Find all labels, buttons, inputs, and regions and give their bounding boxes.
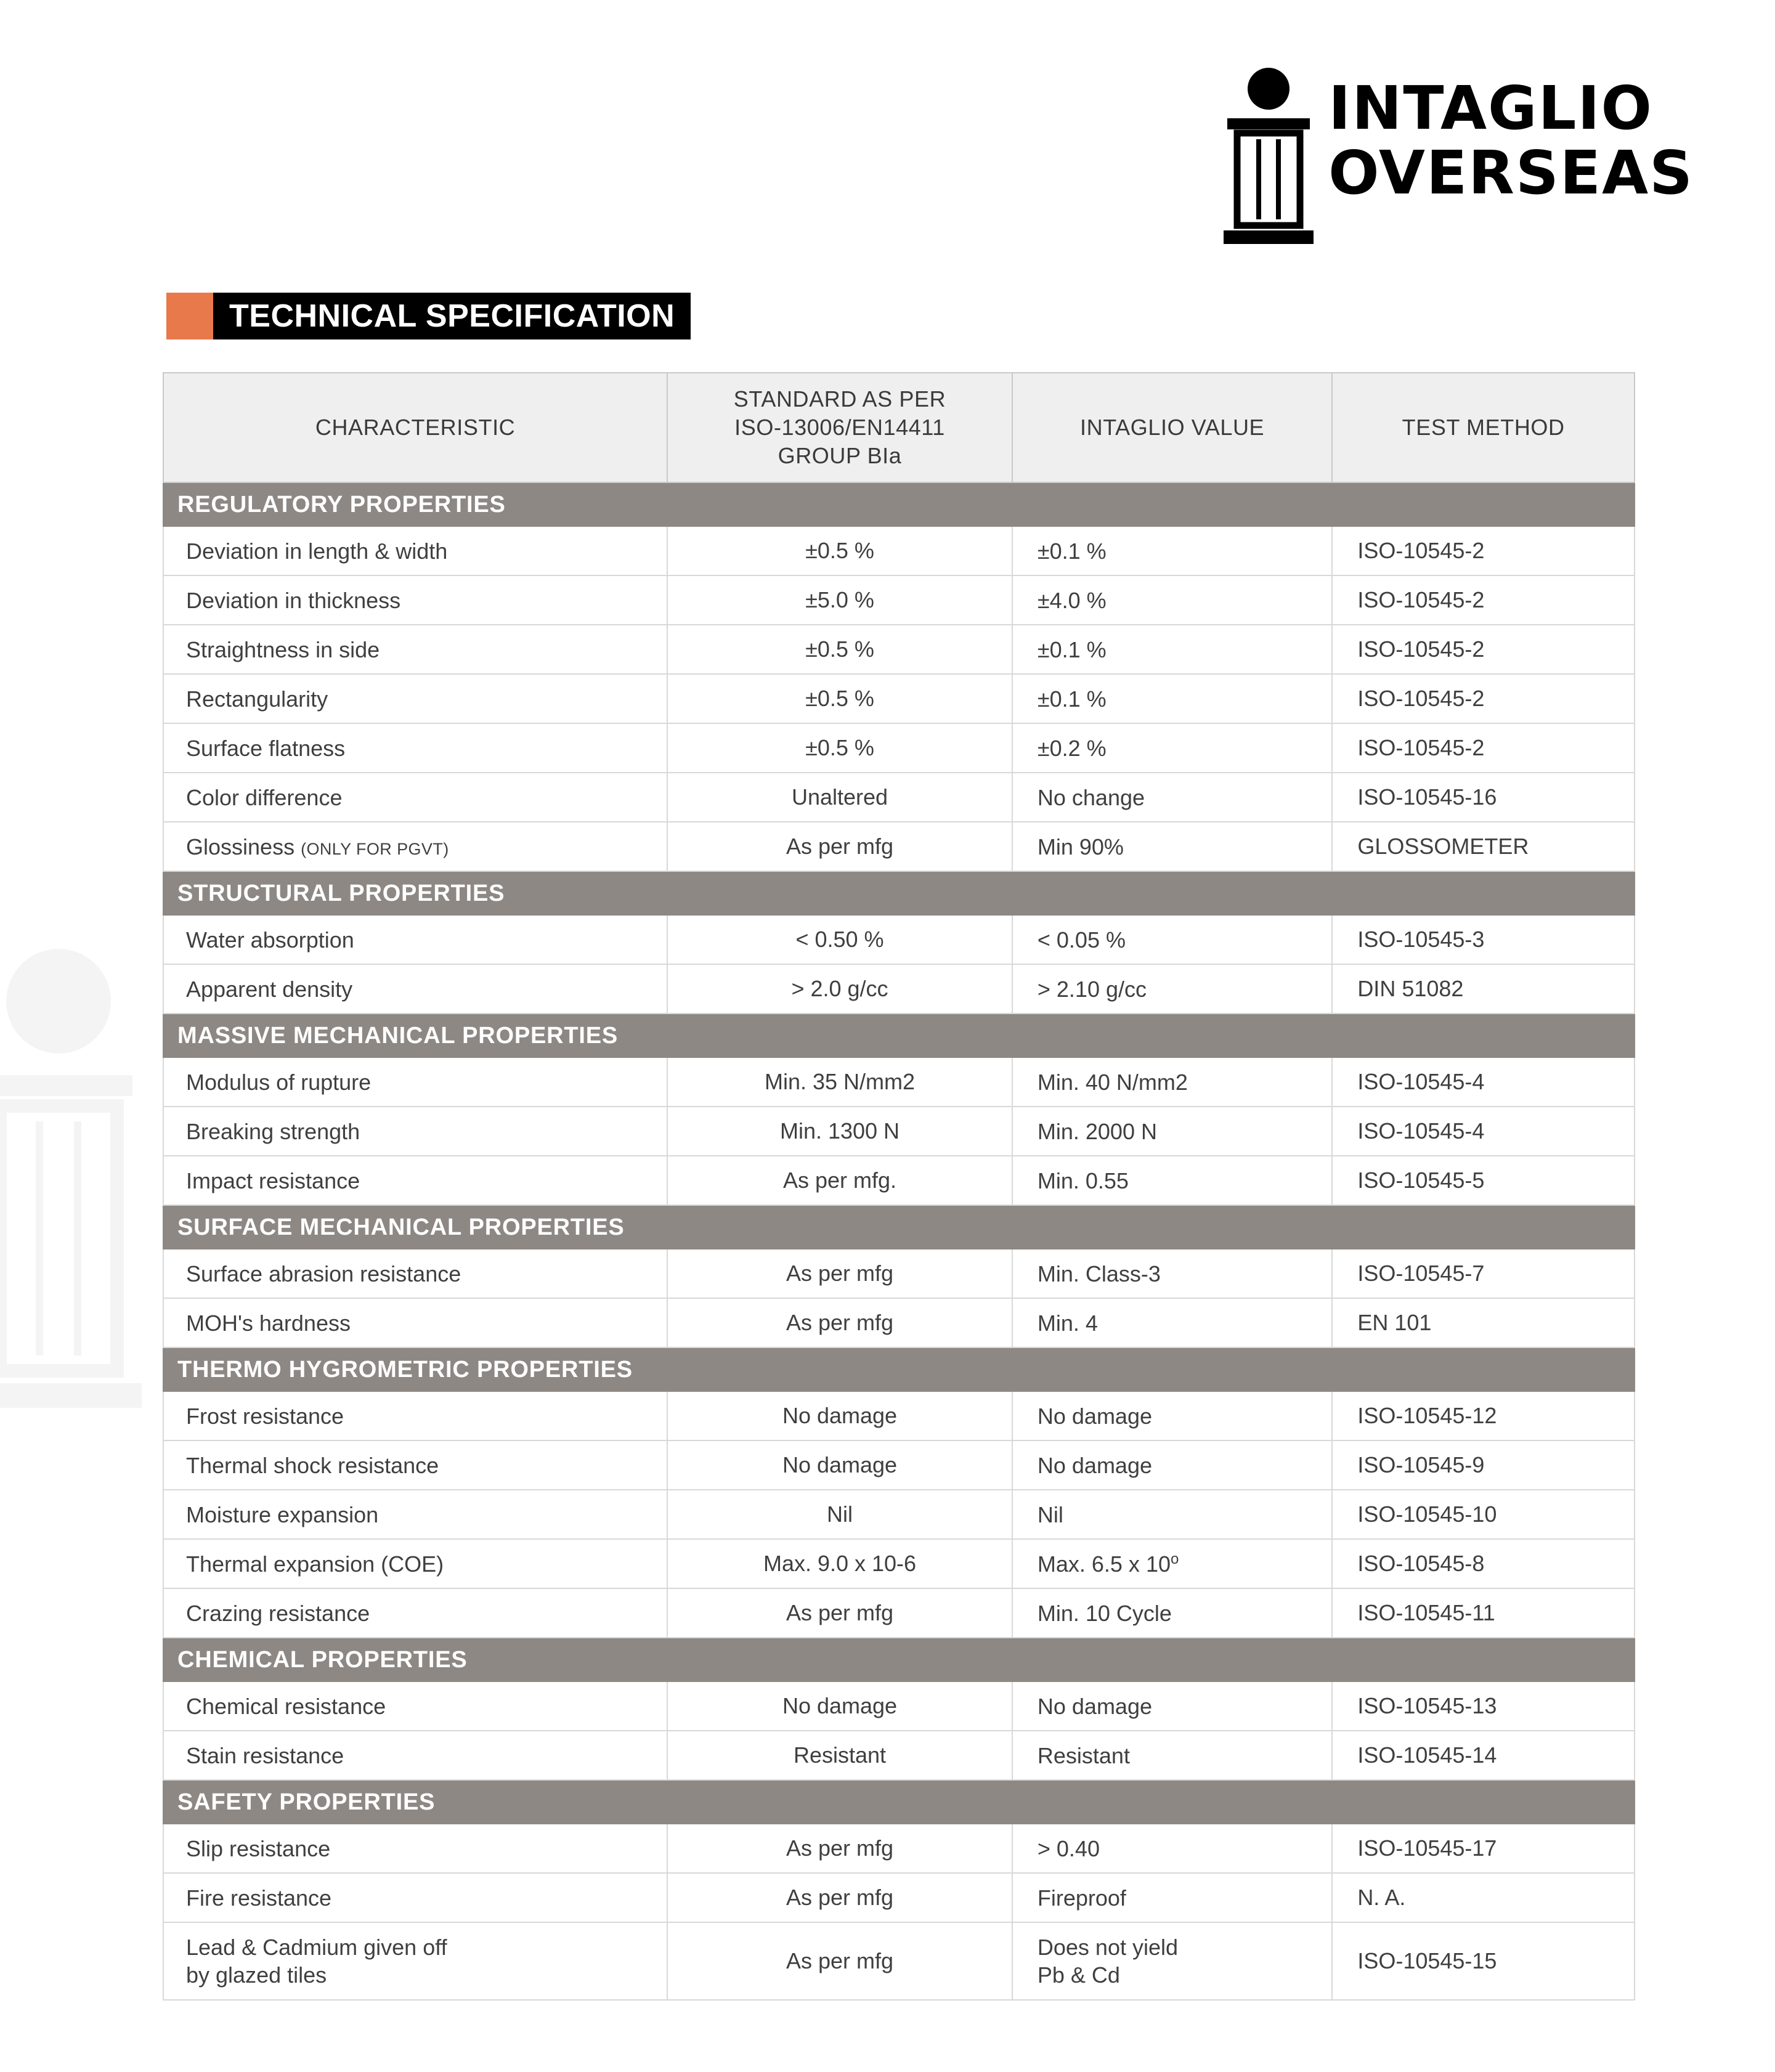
- cell-standard: As per mfg: [667, 1298, 1012, 1347]
- table-row: [163, 1298, 1635, 1347]
- cell-test-method: ISO-10545-4: [1332, 1058, 1635, 1107]
- cell-test-method: ISO-10545-14: [1332, 1731, 1635, 1780]
- cell-standard: No damage: [667, 1440, 1012, 1490]
- column-header-characteristic: CHARACTERISTIC: [163, 373, 667, 482]
- cell-test-method: GLOSSOMETER: [1332, 822, 1635, 871]
- cell-standard: Min. 1300 N: [667, 1107, 1012, 1156]
- table-row: [163, 1392, 1635, 1440]
- cell-characteristic: Deviation in thickness: [163, 575, 667, 625]
- cell-value: ±0.1 %: [1012, 674, 1332, 723]
- table-row: [163, 1682, 1635, 1731]
- cell-standard: ±0.5 %: [667, 674, 1012, 723]
- section-header-row: [163, 1205, 1635, 1249]
- cell-value: Min. 4: [1012, 1298, 1332, 1347]
- cell-characteristic: Rectangularity: [163, 674, 667, 723]
- section-title: MASSIVE MECHANICAL PROPERTIES: [163, 1014, 1635, 1058]
- cell-standard: As per mfg.: [667, 1156, 1012, 1205]
- cell-value: Resistant: [1012, 1731, 1332, 1780]
- cell-characteristic: Moisture expansion: [163, 1490, 667, 1539]
- section-title: CHEMICAL PROPERTIES: [163, 1638, 1635, 1682]
- cell-test-method: DIN 51082: [1332, 964, 1635, 1014]
- page-title-row: [166, 293, 691, 339]
- cell-value: Min 90%: [1012, 822, 1332, 871]
- cell-characteristic: Crazing resistance: [163, 1588, 667, 1638]
- cell-standard: As per mfg: [667, 1824, 1012, 1873]
- cell-standard: Unaltered: [667, 773, 1012, 822]
- cell-test-method: ISO-10545-15: [1332, 1922, 1635, 2000]
- cell-value: Min. 40 N/mm2: [1012, 1058, 1332, 1107]
- cell-standard: As per mfg: [667, 822, 1012, 871]
- table-row: [163, 1440, 1635, 1490]
- table-row: [163, 1731, 1635, 1780]
- cell-test-method: ISO-10545-2: [1332, 527, 1635, 575]
- table-body: [163, 482, 1635, 2000]
- cell-standard: ±0.5 %: [667, 723, 1012, 773]
- table-row: [163, 1539, 1635, 1588]
- cell-test-method: ISO-10545-8: [1332, 1539, 1635, 1588]
- cell-value: No damage: [1012, 1682, 1332, 1731]
- brand-logo: [1222, 67, 1694, 251]
- table-row: [163, 674, 1635, 723]
- column-header-standard: [667, 373, 1012, 482]
- section-title: REGULATORY PROPERTIES: [163, 482, 1635, 527]
- cell-value: [1012, 1539, 1332, 1588]
- cell-value: ±0.2 %: [1012, 723, 1332, 773]
- table-row: [163, 1490, 1635, 1539]
- title-accent-swatch: [166, 293, 213, 339]
- cell-value: No damage: [1012, 1440, 1332, 1490]
- cell-value: ±4.0 %: [1012, 575, 1332, 625]
- cell-value: No damage: [1012, 1392, 1332, 1440]
- cell-characteristic: Deviation in length & width: [163, 527, 667, 575]
- table-header-row: [163, 373, 1635, 482]
- cell-standard: ±0.5 %: [667, 625, 1012, 674]
- cell-characteristic: Lead & Cadmium given off by glazed tiles: [163, 1922, 667, 2000]
- section-header-row: [163, 1780, 1635, 1824]
- table-row: [163, 575, 1635, 625]
- table-row: [163, 916, 1635, 964]
- cell-standard: No damage: [667, 1682, 1012, 1731]
- cell-characteristic: Impact resistance: [163, 1156, 667, 1205]
- cell-test-method: ISO-10545-2: [1332, 674, 1635, 723]
- cell-standard: As per mfg: [667, 1249, 1012, 1298]
- cell-standard: As per mfg: [667, 1588, 1012, 1638]
- cell-characteristic: Surface abrasion resistance: [163, 1249, 667, 1298]
- table-row: [163, 1588, 1635, 1638]
- cell-characteristic: Fire resistance: [163, 1873, 667, 1922]
- cell-characteristic: Straightness in side: [163, 625, 667, 674]
- section-title: SURFACE MECHANICAL PROPERTIES: [163, 1205, 1635, 1249]
- cell-standard: Max. 9.0 x 10-6: [667, 1539, 1012, 1588]
- cell-characteristic: Color difference: [163, 773, 667, 822]
- cell-test-method: ISO-10545-11: [1332, 1588, 1635, 1638]
- cell-characteristic: MOH's hardness: [163, 1298, 667, 1347]
- table-row: [163, 964, 1635, 1014]
- cell-test-method: ISO-10545-2: [1332, 625, 1635, 674]
- cell-characteristic: Thermal shock resistance: [163, 1440, 667, 1490]
- cell-characteristic: Frost resistance: [163, 1392, 667, 1440]
- cell-value: No change: [1012, 773, 1332, 822]
- cell-characteristic: [163, 822, 667, 871]
- section-header-row: [163, 871, 1635, 916]
- cell-test-method: ISO-10545-12: [1332, 1392, 1635, 1440]
- cell-standard: As per mfg: [667, 1922, 1012, 2000]
- column-header-test-method: TEST METHOD: [1332, 373, 1635, 482]
- cell-value: Min. 2000 N: [1012, 1107, 1332, 1156]
- table-row: [163, 1058, 1635, 1107]
- column-header-standard-line2: ISO-13006/EN14411: [734, 414, 945, 440]
- cell-test-method: N. A.: [1332, 1873, 1635, 1922]
- section-header-row: [163, 1014, 1635, 1058]
- cell-test-method: ISO-10545-5: [1332, 1156, 1635, 1205]
- technical-specification-table: [163, 372, 1635, 2001]
- cell-standard: ±5.0 %: [667, 575, 1012, 625]
- watermark-pillar-icon: [0, 943, 160, 1436]
- section-title: SAFETY PROPERTIES: [163, 1780, 1635, 1824]
- logo-line-1: INTAGLIO: [1328, 73, 1654, 143]
- cell-value-superscript: o: [1170, 1550, 1179, 1567]
- cell-characteristic: Chemical resistance: [163, 1682, 667, 1731]
- cell-test-method: ISO-10545-2: [1332, 723, 1635, 773]
- cell-characteristic: Slip resistance: [163, 1824, 667, 1873]
- cell-test-method: ISO-10545-10: [1332, 1490, 1635, 1539]
- cell-test-method: EN 101: [1332, 1298, 1635, 1347]
- cell-characteristic: Modulus of rupture: [163, 1058, 667, 1107]
- cell-value-text: Max. 6.5 x 10: [1037, 1551, 1171, 1577]
- cell-characteristic: Stain resistance: [163, 1731, 667, 1780]
- cell-test-method: ISO-10545-7: [1332, 1249, 1635, 1298]
- cell-characteristic-note: (ONLY FOR PGVT): [301, 839, 449, 858]
- cell-standard: No damage: [667, 1392, 1012, 1440]
- pillar-icon: [1222, 67, 1315, 251]
- cell-characteristic: Surface flatness: [163, 723, 667, 773]
- cell-value: > 0.40: [1012, 1824, 1332, 1873]
- cell-test-method: ISO-10545-3: [1332, 916, 1635, 964]
- table-row: [163, 822, 1635, 871]
- cell-value: Min. Class-3: [1012, 1249, 1332, 1298]
- cell-standard: Resistant: [667, 1731, 1012, 1780]
- cell-test-method: ISO-10545-4: [1332, 1107, 1635, 1156]
- cell-characteristic: Breaking strength: [163, 1107, 667, 1156]
- table-row: [163, 1873, 1635, 1922]
- table-row: [163, 1156, 1635, 1205]
- cell-value: < 0.05 %: [1012, 916, 1332, 964]
- cell-test-method: ISO-10545-17: [1332, 1824, 1635, 1873]
- cell-value: ±0.1 %: [1012, 527, 1332, 575]
- section-header-row: [163, 1638, 1635, 1682]
- table-row: [163, 1107, 1635, 1156]
- cell-test-method: ISO-10545-13: [1332, 1682, 1635, 1731]
- table-row: [163, 527, 1635, 575]
- cell-test-method: ISO-10545-2: [1332, 575, 1635, 625]
- section-title: THERMO HYGROMETRIC PROPERTIES: [163, 1347, 1635, 1392]
- section-header-row: [163, 482, 1635, 527]
- cell-characteristic-text: Glossiness: [186, 834, 295, 859]
- column-header-standard-line1: STANDARD AS PER: [733, 386, 946, 412]
- table-row: [163, 773, 1635, 822]
- table-row: [163, 625, 1635, 674]
- table-head: [163, 373, 1635, 482]
- table-row: [163, 1249, 1635, 1298]
- cell-value: Min. 0.55: [1012, 1156, 1332, 1205]
- cell-standard: < 0.50 %: [667, 916, 1012, 964]
- cell-characteristic: Water absorption: [163, 916, 667, 964]
- column-header-standard-line3: GROUP BIa: [778, 443, 902, 469]
- table-row: [163, 1824, 1635, 1873]
- cell-standard: Nil: [667, 1490, 1012, 1539]
- cell-standard: Min. 35 N/mm2: [667, 1058, 1012, 1107]
- cell-standard: > 2.0 g/cc: [667, 964, 1012, 1014]
- table-row: [163, 1922, 1635, 2000]
- cell-standard: As per mfg: [667, 1873, 1012, 1922]
- page-title: TECHNICAL SPECIFICATION: [213, 293, 691, 339]
- cell-standard: ±0.5 %: [667, 527, 1012, 575]
- section-title: STRUCTURAL PROPERTIES: [163, 871, 1635, 916]
- cell-value: ±0.1 %: [1012, 625, 1332, 674]
- cell-value: Does not yield Pb & Cd: [1012, 1922, 1332, 2000]
- cell-value: Min. 10 Cycle: [1012, 1588, 1332, 1638]
- cell-characteristic: Apparent density: [163, 964, 667, 1014]
- cell-value: Fireproof: [1012, 1873, 1332, 1922]
- column-header-intaglio-value: INTAGLIO VALUE: [1012, 373, 1332, 482]
- cell-value: Nil: [1012, 1490, 1332, 1539]
- section-header-row: [163, 1347, 1635, 1392]
- logo-line-2: OVERSEAS: [1328, 137, 1694, 208]
- cell-test-method: ISO-10545-9: [1332, 1440, 1635, 1490]
- cell-test-method: ISO-10545-16: [1332, 773, 1635, 822]
- cell-characteristic: Thermal expansion (COE): [163, 1539, 667, 1588]
- table-row: [163, 723, 1635, 773]
- cell-value: > 2.10 g/cc: [1012, 964, 1332, 1014]
